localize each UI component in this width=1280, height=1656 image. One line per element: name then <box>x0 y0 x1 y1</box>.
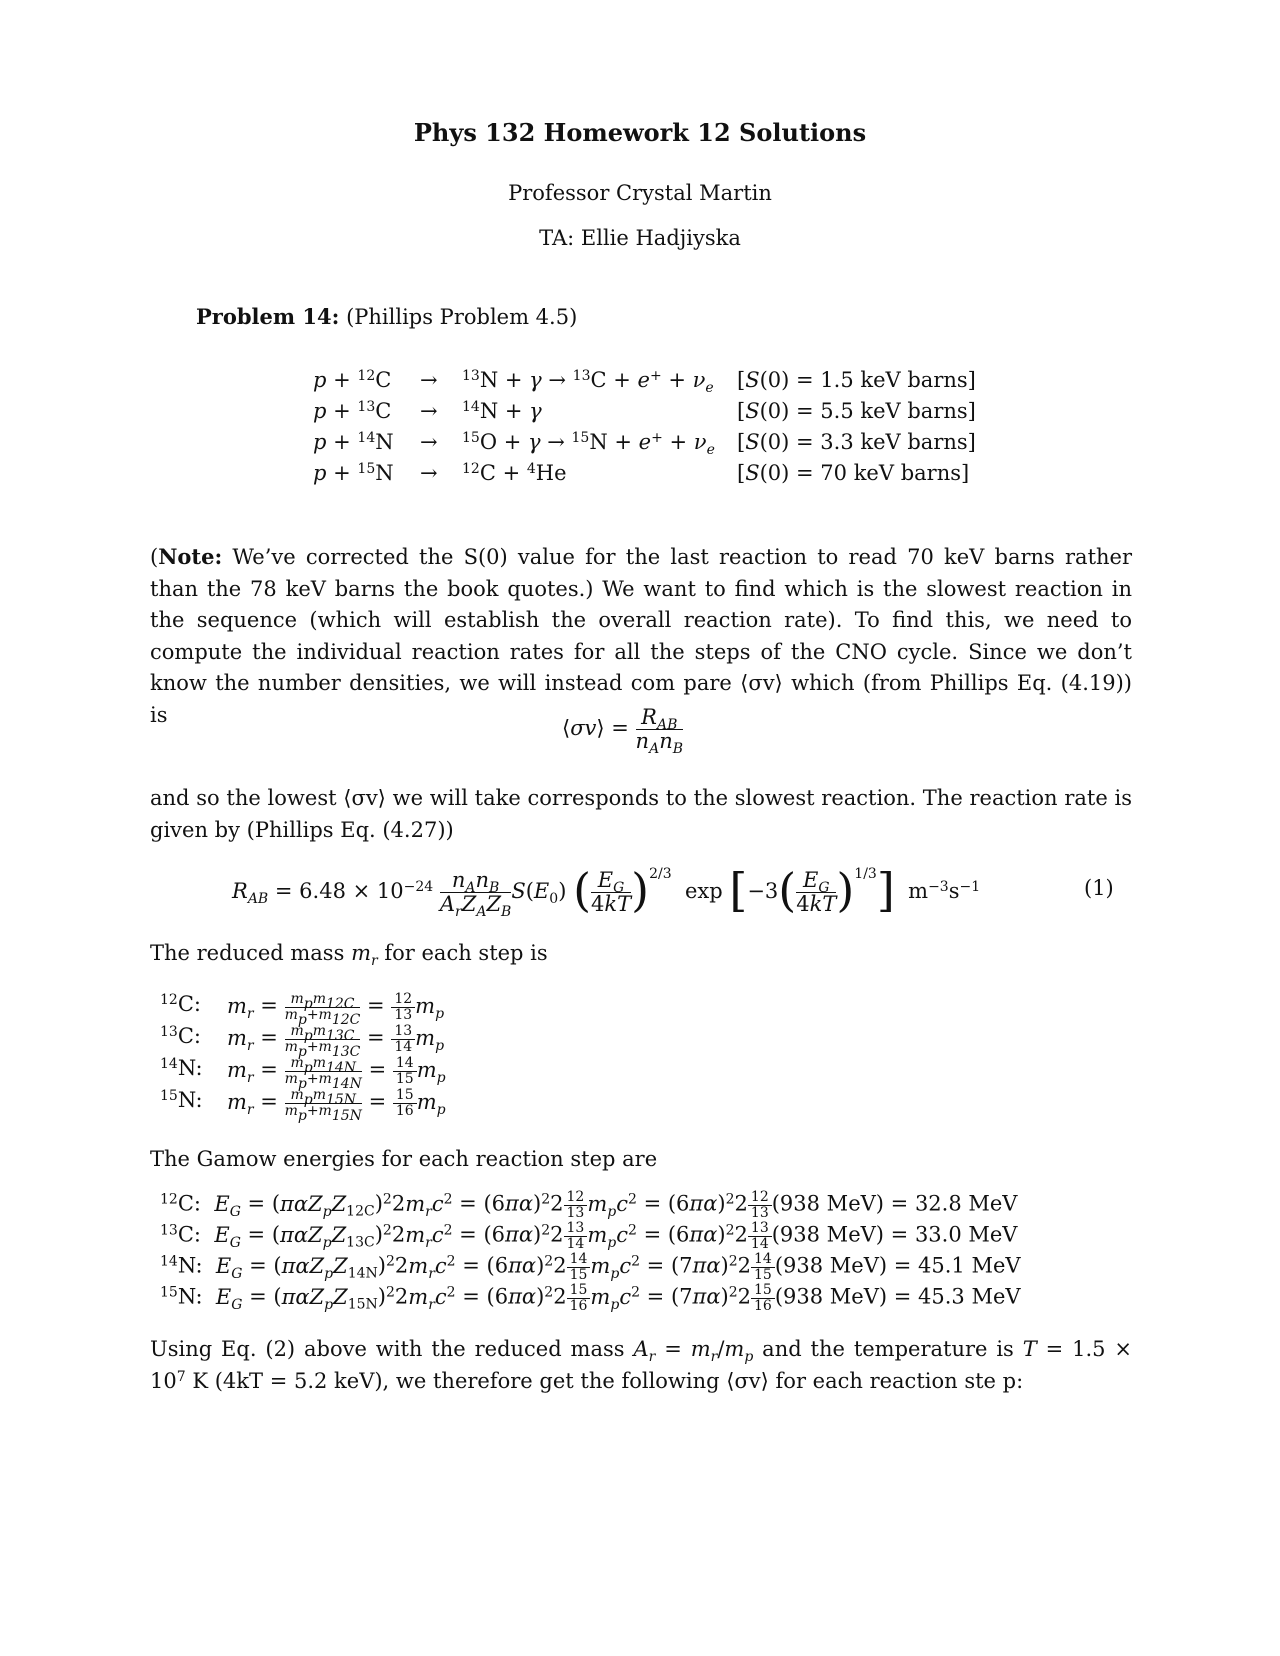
note-text: We’ve corrected the S(0) value for the last reaction to read 70 keV barns rather than the 78 keV barns the book quotes.) We want to find which is the slowest reaction in the sequence (which will establish the overall reaction rate). To find this, we need to compute the individual reaction rates for all the steps of the CNO cycle. Since we don’t know the number densities, we will instead com pare ⟨σv⟩ which (from Phillips Eq. (4.19)) is <box>150 545 1132 727</box>
reaction-arrow: → <box>420 368 438 392</box>
reaction-product: $^{15}O + \gamma \to ^{15}N + e^+ + \nu_e$ <box>462 430 715 458</box>
reaction-product: $^{14}$N + γ <box>462 399 542 423</box>
reaction-reactant: p + $^{12}$C <box>313 368 392 392</box>
gamow-row: $^{15}$N: $E_G = (\pi\alpha Z_pZ_{15N})^22m_rc^2 = (6\pi\alpha)^22$ $\frac{15}{16}$ $m_pc^2 = (7\pi\alpha)^22$ $\frac{15}{16}$ (938 MeV) = 45.3 MeV <box>160 1282 1021 1314</box>
gamow-row: $^{13}$C: $E_G = (\pi\alpha Z_pZ_{13C})^22m_rc^2 = (6\pi\alpha)^22$ $\frac{13}{14}$ $m_pc^2 = (6\pi\alpha)^22$ $\frac{13}{14}$ (938 MeV) = 33.0 MeV <box>160 1220 1018 1252</box>
equation-number: (1) <box>1084 876 1114 900</box>
gamow-energy: 45.1 MeV <box>918 1253 1021 1278</box>
gamow-energy: 33.0 MeV <box>914 1222 1018 1247</box>
reduced-mass-expr: $m_r$ = $\frac{m_pm_{12C}}{m_p+m_{12C}}$ = $\frac{12}{13}$ $m_p$ <box>227 991 445 1028</box>
gamow-energy: 32.8 MeV <box>914 1191 1018 1216</box>
eq1-coefficient: 6.48 × 10 <box>299 879 404 904</box>
reaction-reactant: p + $^{14}$N <box>313 430 394 454</box>
reaction-product: $^{12}$C + $^4$He <box>462 461 567 485</box>
reaction-s0: [S(0) = 70 keV barns] <box>737 461 970 485</box>
problem-label: Problem 14: <box>196 304 340 329</box>
gamow-row: $^{12}$C: $E_G = (\pi\alpha Z_pZ_{12C})^22m_rc^2 = (6\pi\alpha)^22$ $\frac{12}{13}$ $m_pc^2 = (6\pi\alpha)^22$ $\frac{12}{13}$ (938 MeV) = 32.8 MeV <box>160 1189 1018 1221</box>
note-label: Note: <box>158 544 223 569</box>
eq1-exponent: −24 <box>403 879 434 896</box>
reaction-product: $^{13}N + \gamma \to ^{13}C + e^+ + \nu_e$ <box>462 368 714 396</box>
final-paragraph: Using Eq. (2) above with the reduced mass $A_r = m_r/m_p$ and the temperature is $T = 1.5 \times 10^7$ K (4kT = 5.2 keV), we therefore get the following ⟨σv⟩ for each reaction ste p: <box>150 1337 1133 1393</box>
reduced-mass-expr: $m_r$ = $\frac{m_pm_{15N}}{m_p+m_{15N}}$ = $\frac{15}{16}$ $m_p$ <box>227 1087 446 1124</box>
page-title: Phys 132 Homework 12 Solutions <box>413 118 867 147</box>
reduced-mass-expr: $m_r$ = $\frac{m_pm_{14N}}{m_p+m_{14N}}$ = $\frac{14}{15}$ $m_p$ <box>227 1055 446 1092</box>
reaction-s0: [S(0) = 5.5 keV barns] <box>737 399 976 423</box>
reaction-s0: [S(0) = 3.3 keV barns] <box>737 430 976 454</box>
reaction-rate-equation: $R_{AB} = 6.48 \times 10^{-24}$ $\frac{n_An_B}{A_rZ_AZ_B}$ $S(E_0)$ ( $\frac{E_G}{4kT}$ )$^{2/3}$ exp [−3( $\frac{E_G}{4kT}$ )$^{1/3}$] $m^{-3}s^{-1}$ <box>232 863 981 921</box>
ta-line: TA: Ellie Hadjiyska <box>539 226 741 250</box>
professor-line: Professor Crystal Martin <box>508 181 772 205</box>
s0-value: 5.5 keV barns <box>820 399 968 423</box>
s0-value: 70 keV barns <box>820 461 961 485</box>
problem-heading <box>196 304 577 329</box>
gamow-energy: 45.3 MeV <box>918 1284 1021 1309</box>
reduced-mass-row: $^{15}$N: <box>160 1088 203 1112</box>
problem-reference: (Phillips Problem 4.5) <box>346 305 578 329</box>
gamow-ratio-fraction: $\frac{E_G}{4kT}$ <box>591 868 632 917</box>
note-paragraph: (Note: We’ve corrected the S(0) value for the last reaction to read 70 keV barns rather than the 78 keV barns the book quotes.) We want to find which is the slowest reaction in the sequence (which will establish the overall reaction rate). To find this, we need to compute the individual reaction rates for all the steps of the CNO cycle. Since we don’t know the number densities, we will instead com pare ⟨σv⟩ which (from Phillips Eq. (4.19)) is <box>150 544 1132 727</box>
gamow-intro: The Gamow energies for each reaction step are <box>150 1147 658 1171</box>
reaction-arrow: → <box>420 461 438 485</box>
reduced-mass-intro: The reduced mass $m_r$ for each step is <box>150 941 548 969</box>
reduced-mass-row: $^{14}$N: <box>160 1056 203 1080</box>
reduced-mass-row: $^{12}$C: <box>160 992 201 1016</box>
sigma-v-equation: ⟨σv⟩ = $\frac{R_{AB}}{n_An_B}$ <box>562 705 684 758</box>
reaction-arrow: → <box>420 430 438 454</box>
gamow-row: $^{14}$N: $E_G = (\pi\alpha Z_pZ_{14N})^22m_rc^2 = (6\pi\alpha)^22$ $\frac{14}{15}$ $m_pc^2 = (7\pi\alpha)^22$ $\frac{14}{15}$ (938 MeV) = 45.1 MeV <box>160 1251 1021 1283</box>
s0-value: 1.5 keV barns <box>820 368 968 392</box>
eq1-units: $m^{-3}s^{-1}$ <box>908 879 981 904</box>
gamow-ratio-fraction-exp: $\frac{E_G}{4kT}$ <box>796 868 837 917</box>
reduced-mass-row: $^{13}$C: <box>160 1024 201 1048</box>
lowest-sigma-paragraph: and so the lowest ⟨σv⟩ we will take corresponds to the slowest reaction. The reaction rate is given by (Phillips Eq. (4.27)) <box>150 786 1132 842</box>
reaction-s0: [S(0) = 1.5 keV barns] <box>737 368 976 392</box>
rate-over-density-fraction: $\frac{R_{AB}}{n_An_B}$ <box>635 705 684 758</box>
reaction-reactant: p + $^{15}$N <box>313 461 394 485</box>
reaction-arrow: → <box>420 399 438 423</box>
reaction-reactant: p + $^{13}$C <box>313 399 392 423</box>
reduced-mass-expr: $m_r$ = $\frac{m_pm_{13C}}{m_p+m_{13C}}$ = $\frac{13}{14}$ $m_p$ <box>227 1023 445 1060</box>
density-fraction: $\frac{n_An_B}{A_rZ_AZ_B}$ <box>439 868 512 921</box>
s0-value: 3.3 keV barns <box>820 430 968 454</box>
